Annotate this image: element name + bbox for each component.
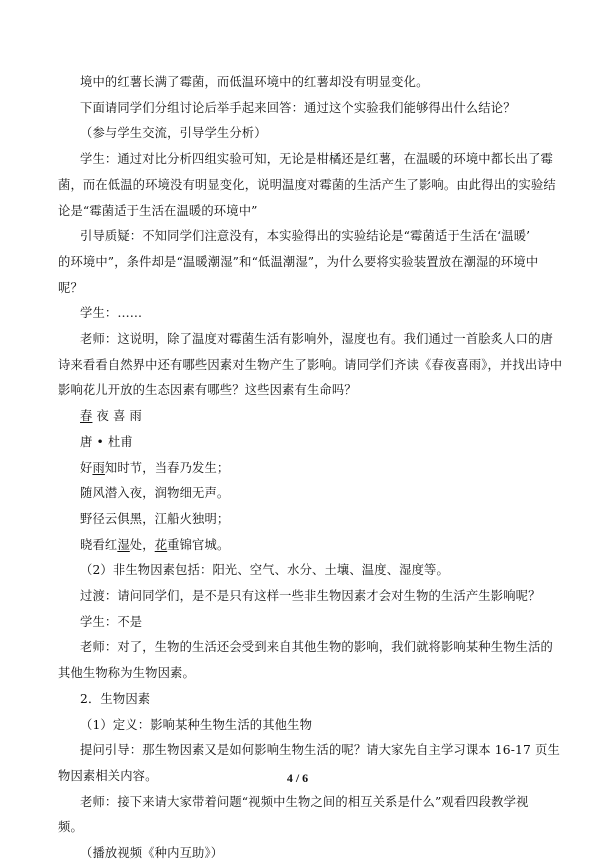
paragraph-line: （1）定义：影响某种生物生活的其他生物 [80,717,313,732]
poem-line [80,537,229,553]
paragraph-line: 2．生物因素 [80,691,151,706]
poem-line: 随风潜入夜，润物细无声。 [80,486,230,501]
poem-text: 晓看红 [80,537,118,552]
poem-line: 野径云俱黑，江船火独明； [80,511,230,526]
paragraph-line: 菌，而在低温的环境没有明显变化，说明温度对霉菌的生活产生了影响。由此得出的实验结 [58,177,556,192]
paragraph-line: 频。 [58,820,83,835]
poem-line [80,460,229,476]
paragraph-line: 的环境中”，条件却是“温暖潮湿”和“低温潮湿”，为什么要将实验装置放在潮湿的环境中 [58,254,539,269]
paragraph-line: （2）非生物因素包括：阳光、空气、水分、土壤、温度、湿度等。 [80,563,449,578]
paragraph-line: 引导质疑：不知同学们注意没有，本实验得出的实验结论是“霉菌适于生活在‘温暖’ [80,229,531,244]
poem-text-underlined: 湿 [117,537,130,552]
paragraph-line: 呢？ [58,280,83,295]
paragraph-line: 诗来看看自然界中还有哪些因素对生物产生了影响。请同学们齐读《春夜喜雨》，并找出诗中 [58,357,563,372]
paragraph-line: 学生：通过对比分析四组实验可知，无论是柑橘还是红薯，在温暖的环境中都长出了霉 [80,152,553,167]
poem-text: 好 [80,460,93,475]
poem-text: 处， [129,537,155,552]
poem-title-rest: 夜 喜 雨 [92,409,142,424]
paragraph-line: 过渡：请问同学们，是不是只有这样一些非生物因素才会对生物的生活产生影响呢？ [80,589,541,603]
paragraph-line: 论是“霉菌适于生活在温暖的环境中” [58,203,258,218]
paragraph-line: 其他生物称为生物因素。 [58,666,195,681]
paragraph-line: 影响花儿开放的生态因素有哪些？这些因素有生命吗？ [58,383,357,398]
paragraph-line: 老师：对了，生物的生活还会受到来自其他生物的影响，我们就将影响某种生物生活的 [80,640,553,655]
poem-text-underlined: 花 [154,537,168,552]
poem-author: 唐 • 杜甫 [80,434,133,449]
paragraph-line: （参与学生交流，引导学生分析） [80,126,267,141]
paragraph-line: 物因素相关内容。 [58,768,158,783]
poem-text: 知时节，当春乃发生； [104,460,230,475]
poem-text-underlined: 雨 [92,460,105,475]
page-number: 4 / 6 [286,771,309,785]
paragraph-line: 老师：接下来请大家带着问题“视频中生物之间的相互关系是什么”观看四段教学视 [80,794,529,809]
paragraph-line: （播放视频《种内互助》） [80,846,224,860]
paragraph-line: 提问引导：那生物因素又是如何影响生物生活的呢？请大家先自主学习课本 16-17 页生 [80,743,560,758]
paragraph-line: 下面请同学们分组讨论后举手起来回答：通过这个实验我们能够得出什么结论？ [80,100,516,115]
poem-text: 重锦官城。 [167,537,230,552]
poem-title-underlined: 春 [80,409,93,424]
paragraph-line: 境中的红薯长满了霉菌，而低温环境中的红薯却没有明显变化。 [80,75,429,89]
paragraph-line: 学生：…… [80,306,143,321]
paragraph-line: 老师：这说明，除了温度对霉菌生活有影响外，湿度也有。我们通过一首脍炙人口的唐 [80,332,553,346]
paragraph-line: 学生：不是 [80,614,143,629]
poem-title [80,408,142,424]
